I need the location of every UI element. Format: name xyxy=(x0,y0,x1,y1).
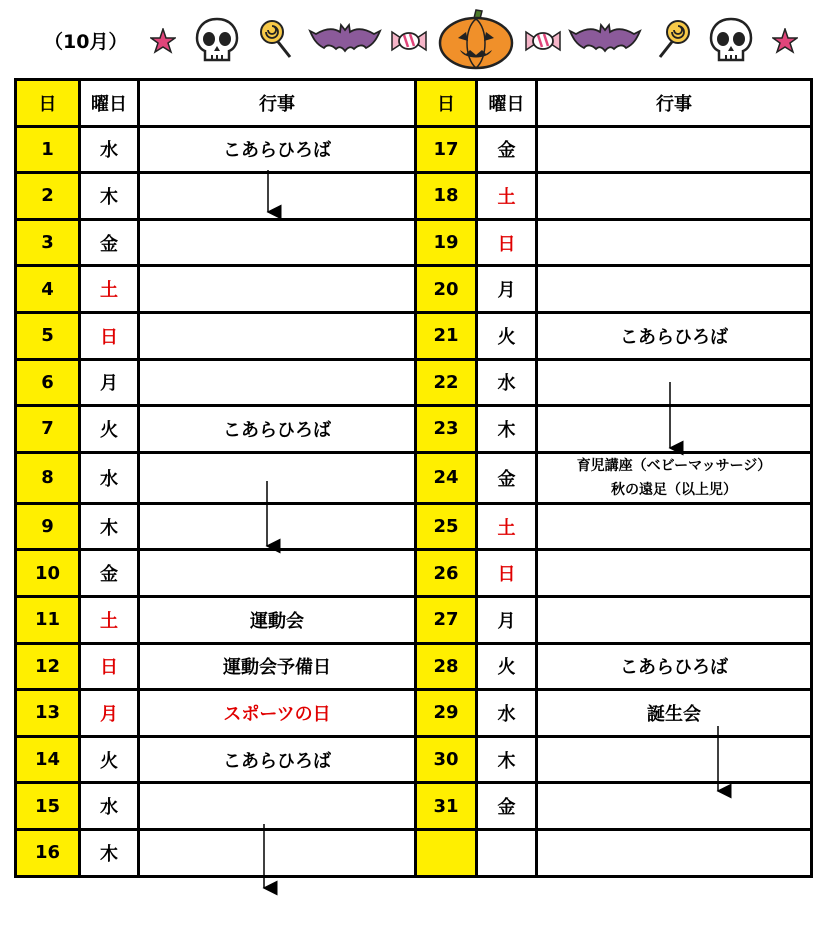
weekday-cell: 火 xyxy=(477,312,537,359)
table-row xyxy=(16,173,812,220)
day-cell: 14 xyxy=(16,736,80,783)
star-icon xyxy=(772,28,798,54)
weekday-cell: 金 xyxy=(80,550,139,597)
event-cell xyxy=(139,359,416,406)
header-decoration-row xyxy=(0,0,825,78)
event-cell xyxy=(139,550,416,597)
event-cell xyxy=(537,173,812,220)
weekday-cell: 土 xyxy=(477,503,537,550)
table-row xyxy=(16,643,812,690)
day-cell: 8 xyxy=(16,452,80,503)
day-cell: 9 xyxy=(16,503,80,550)
event-cell xyxy=(537,550,812,597)
event-cell xyxy=(139,503,416,550)
header-event: 行事 xyxy=(537,80,812,127)
weekday-cell: 水 xyxy=(477,359,537,406)
weekday-cell: 木 xyxy=(477,736,537,783)
event-text: 育児講座（ベビーマッサージ） xyxy=(576,457,772,474)
pumpkin-icon xyxy=(436,8,516,70)
skull-icon xyxy=(707,16,755,64)
day-cell: 23 xyxy=(416,406,477,453)
weekday-cell: 日 xyxy=(80,312,139,359)
table-header-row xyxy=(16,80,812,127)
weekday-cell: 月 xyxy=(477,596,537,643)
day-cell: 20 xyxy=(416,266,477,313)
table-row xyxy=(16,452,812,503)
event-cell: 誕生会 xyxy=(537,690,812,737)
day-cell: 13 xyxy=(16,690,80,737)
weekday-cell: 日 xyxy=(477,550,537,597)
weekday-cell: 火 xyxy=(80,736,139,783)
lollipop-icon xyxy=(652,18,692,60)
table-row xyxy=(16,359,812,406)
weekday-cell: 水 xyxy=(80,783,139,830)
weekday-cell: 金 xyxy=(477,126,537,173)
weekday-cell: 木 xyxy=(80,829,139,876)
day-cell: 26 xyxy=(416,550,477,597)
header-event: 行事 xyxy=(139,80,416,127)
weekday-cell: 月 xyxy=(477,266,537,313)
month-title: （10月） xyxy=(44,31,128,53)
day-cell xyxy=(416,829,477,876)
event-cell xyxy=(139,219,416,266)
event-cell: 運動会 xyxy=(139,596,416,643)
day-cell: 5 xyxy=(16,312,80,359)
day-cell: 10 xyxy=(16,550,80,597)
weekday-cell: 土 xyxy=(477,173,537,220)
weekday-cell: 木 xyxy=(80,173,139,220)
table-row xyxy=(16,312,812,359)
table-row xyxy=(16,266,812,313)
table-row xyxy=(16,736,812,783)
day-cell: 31 xyxy=(416,783,477,830)
weekday-cell: 金 xyxy=(477,783,537,830)
day-cell: 16 xyxy=(16,829,80,876)
weekday-cell: 木 xyxy=(477,406,537,453)
day-cell: 1 xyxy=(16,126,80,173)
weekday-cell: 日 xyxy=(80,643,139,690)
event-cell xyxy=(537,219,812,266)
table-row xyxy=(16,219,812,266)
event-cell xyxy=(537,126,812,173)
event-cell: 運動会予備日 xyxy=(139,643,416,690)
weekday-cell: 金 xyxy=(80,219,139,266)
event-cell xyxy=(139,783,416,830)
day-cell: 12 xyxy=(16,643,80,690)
event-cell: こあらひろば xyxy=(537,643,812,690)
day-cell: 27 xyxy=(416,596,477,643)
day-cell: 25 xyxy=(416,503,477,550)
weekday-cell xyxy=(477,829,537,876)
weekday-cell: 土 xyxy=(80,266,139,313)
event-cell xyxy=(537,406,812,453)
event-cell xyxy=(537,783,812,830)
table-row xyxy=(16,406,812,453)
header-day: 日 xyxy=(16,80,80,127)
table-row xyxy=(16,126,812,173)
table-row xyxy=(16,550,812,597)
day-cell: 21 xyxy=(416,312,477,359)
weekday-cell: 水 xyxy=(80,452,139,503)
event-cell xyxy=(537,452,812,503)
event-cell xyxy=(139,452,416,503)
weekday-cell: 火 xyxy=(477,643,537,690)
candy-icon xyxy=(390,28,428,54)
weekday-cell: 木 xyxy=(80,503,139,550)
star-icon xyxy=(150,28,176,54)
event-cell xyxy=(537,596,812,643)
event-cell xyxy=(537,266,812,313)
day-cell: 24 xyxy=(416,452,477,503)
day-cell: 29 xyxy=(416,690,477,737)
october-schedule-table xyxy=(14,78,813,878)
day-cell: 11 xyxy=(16,596,80,643)
table-row xyxy=(16,596,812,643)
day-cell: 19 xyxy=(416,219,477,266)
event-cell xyxy=(537,736,812,783)
day-cell: 6 xyxy=(16,359,80,406)
day-cell: 30 xyxy=(416,736,477,783)
day-cell: 7 xyxy=(16,406,80,453)
event-cell: こあらひろば xyxy=(139,126,416,173)
day-cell: 3 xyxy=(16,219,80,266)
skull-icon xyxy=(193,16,241,64)
lollipop-icon xyxy=(258,18,298,60)
event-cell: スポーツの日 xyxy=(139,690,416,737)
weekday-cell: 金 xyxy=(477,452,537,503)
table-row xyxy=(16,783,812,830)
candy-icon xyxy=(524,28,562,54)
table-row xyxy=(16,829,812,876)
header-day: 日 xyxy=(416,80,477,127)
day-cell: 28 xyxy=(416,643,477,690)
weekday-cell: 日 xyxy=(477,219,537,266)
day-cell: 15 xyxy=(16,783,80,830)
header-weekday: 曜日 xyxy=(477,80,537,127)
event-cell xyxy=(139,173,416,220)
weekday-cell: 月 xyxy=(80,690,139,737)
bat-icon xyxy=(308,22,382,58)
weekday-cell: 水 xyxy=(477,690,537,737)
weekday-cell: 水 xyxy=(80,126,139,173)
day-cell: 2 xyxy=(16,173,80,220)
weekday-cell: 月 xyxy=(80,359,139,406)
weekday-cell: 土 xyxy=(80,596,139,643)
event-cell xyxy=(537,359,812,406)
event-cell xyxy=(139,829,416,876)
day-cell: 18 xyxy=(416,173,477,220)
header-weekday: 曜日 xyxy=(80,80,139,127)
event-cell xyxy=(537,503,812,550)
day-cell: 17 xyxy=(416,126,477,173)
bat-icon xyxy=(568,22,642,58)
event-cell: こあらひろば xyxy=(537,312,812,359)
event-cell xyxy=(537,829,812,876)
event-cell: こあらひろば xyxy=(139,736,416,783)
event-cell: こあらひろば xyxy=(139,406,416,453)
event-cell xyxy=(139,312,416,359)
day-cell: 22 xyxy=(416,359,477,406)
table-row xyxy=(16,690,812,737)
weekday-cell: 火 xyxy=(80,406,139,453)
event-cell xyxy=(139,266,416,313)
event-text: 秋の遠足（以上児） xyxy=(611,481,737,498)
day-cell: 4 xyxy=(16,266,80,313)
table-row xyxy=(16,503,812,550)
